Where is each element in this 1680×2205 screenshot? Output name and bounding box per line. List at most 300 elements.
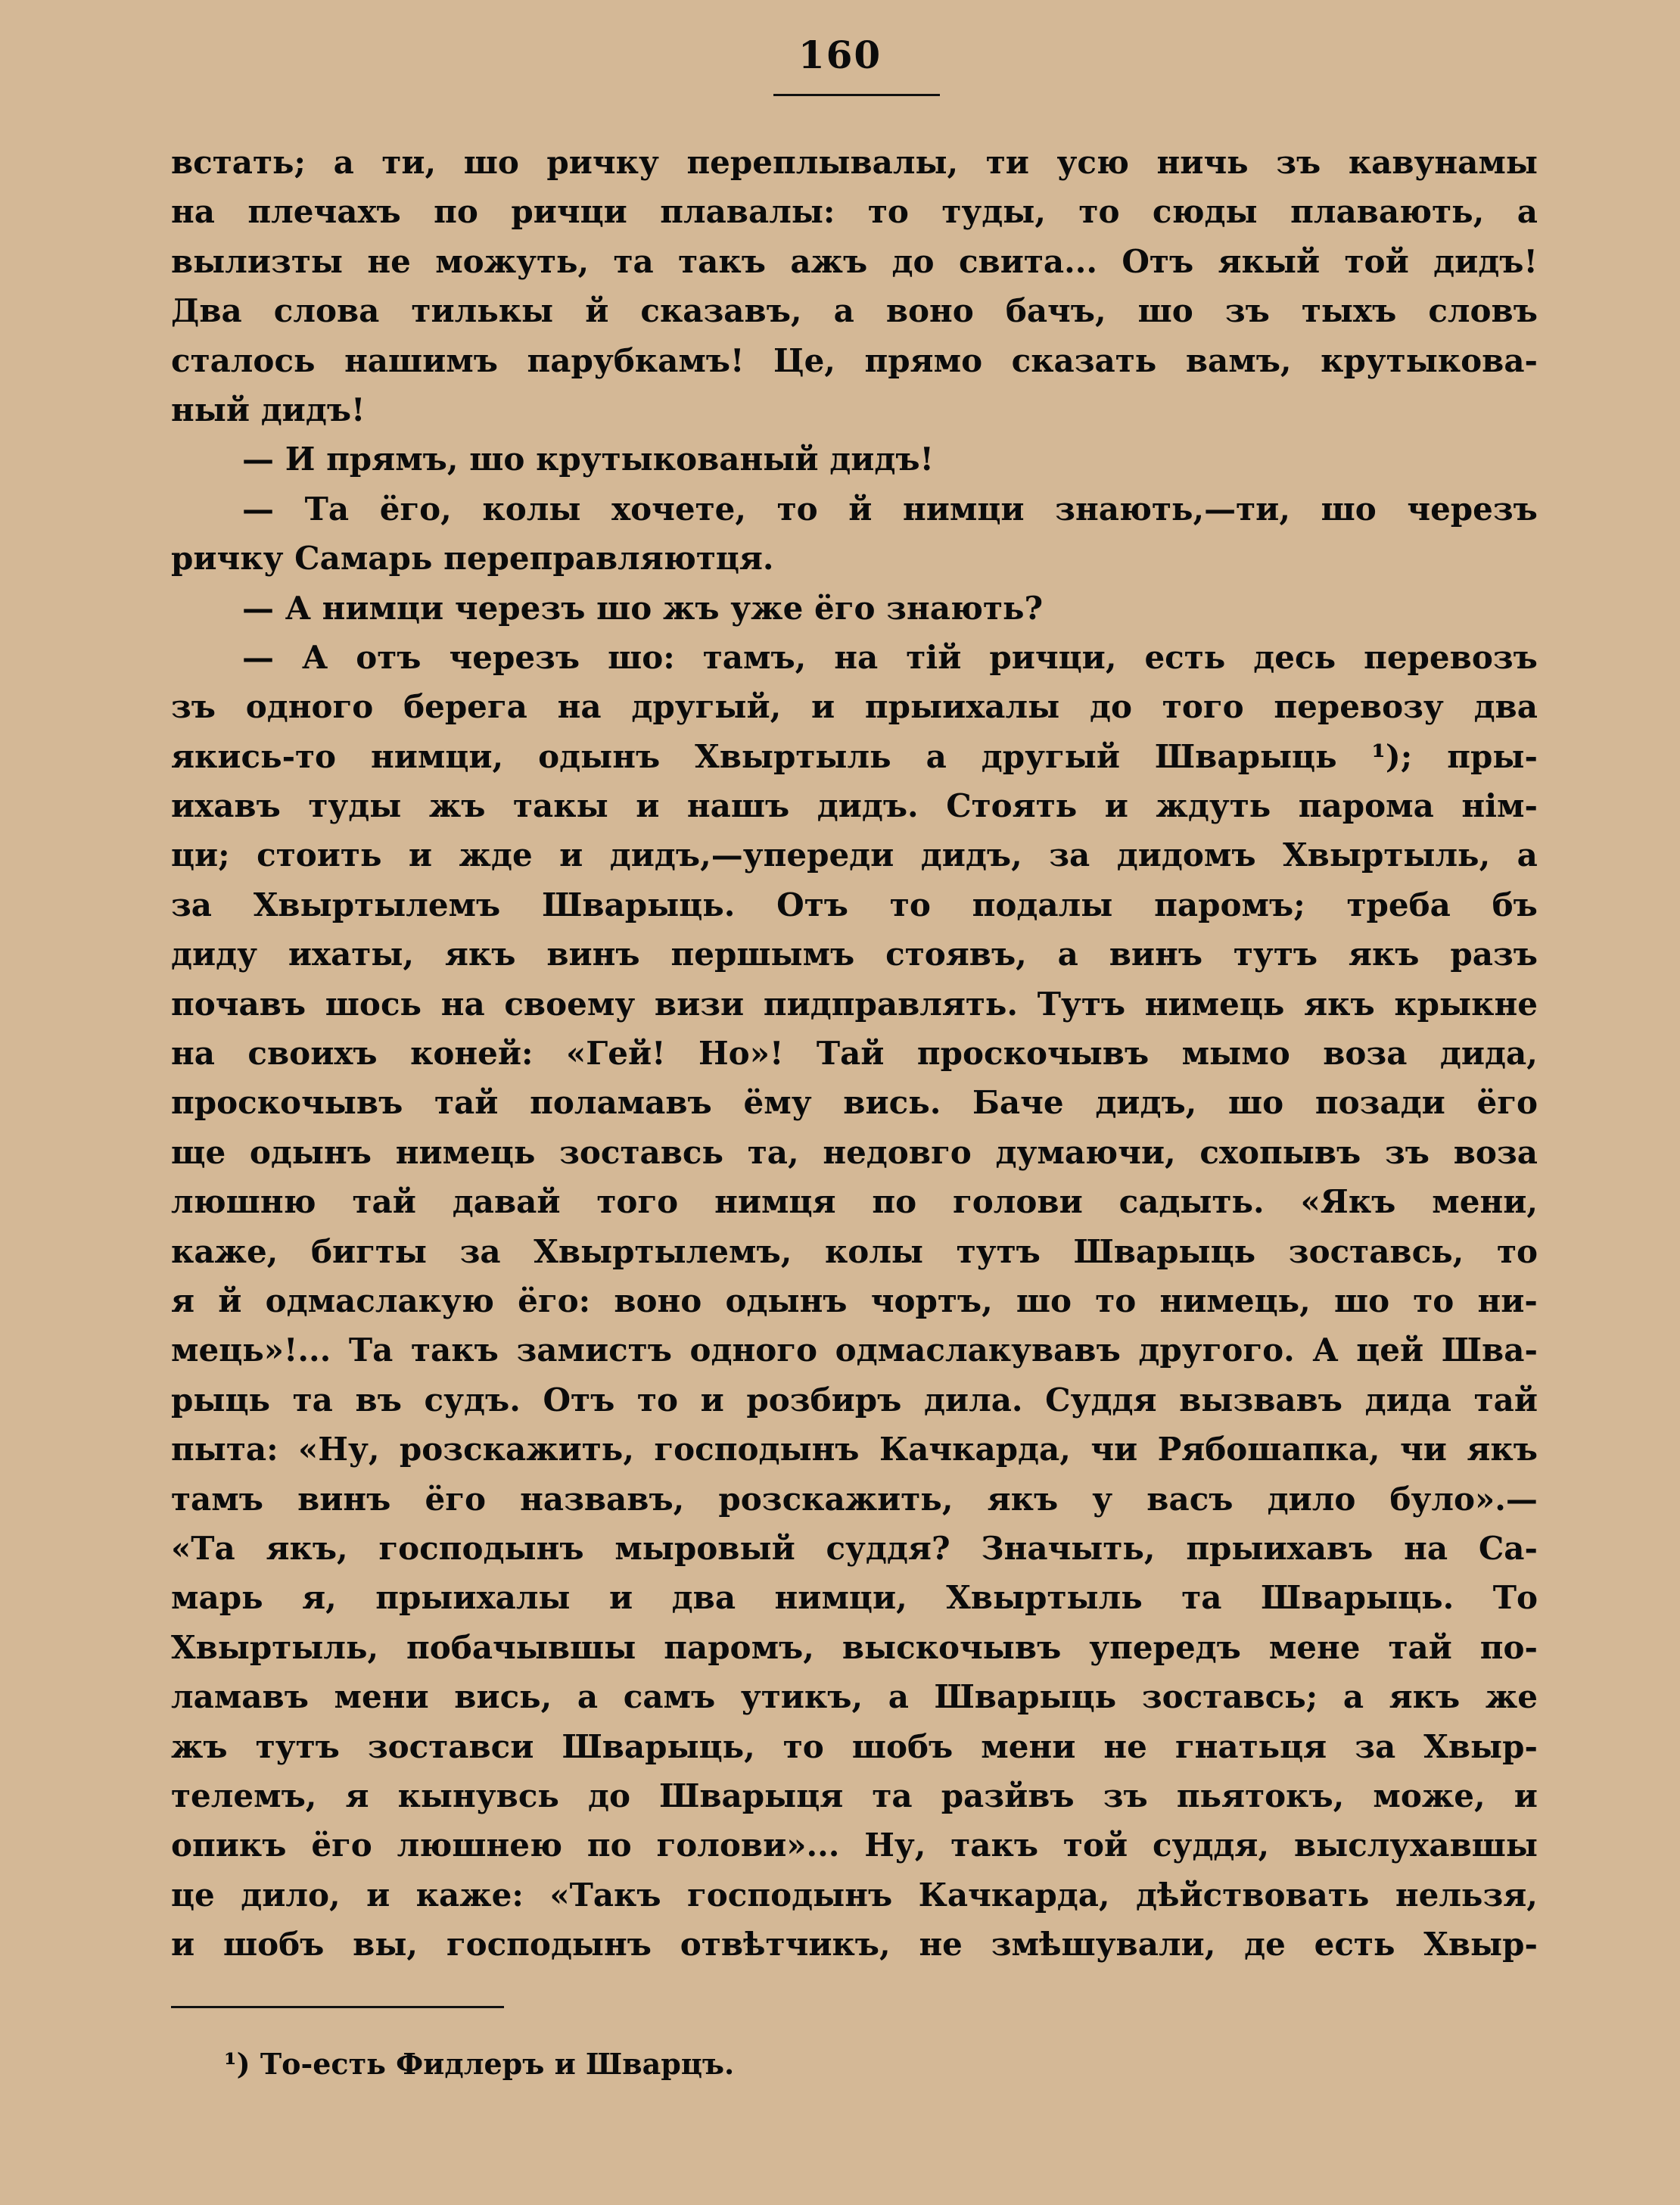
text-line [171,1820,1538,1870]
word: и [810,688,835,726]
word: тутъ [255,1727,340,1765]
text-line [171,138,1538,187]
word: поламавъ [530,1084,712,1122]
word: тутъ [956,1232,1041,1270]
word: ихаты, [288,936,415,973]
word: бигты [310,1232,427,1270]
word: уже [730,589,804,627]
word: ёго, [379,490,452,528]
word: «Ну, [298,1431,380,1468]
word: Баче [972,1084,1064,1122]
word: дидъ, [920,836,1022,874]
word: шо [1228,1084,1284,1122]
word: Та [348,1331,394,1369]
word: упередъ [1089,1628,1241,1666]
word: переправляютця. [443,540,774,578]
word: судъ. [424,1381,521,1419]
word: вылизты [171,242,343,280]
header-rule [773,94,940,96]
word: Хвыртылемъ, [534,1232,792,1270]
word: одынъ [725,1282,848,1319]
word: и [559,836,583,874]
word: Хвыртылемъ [253,886,501,923]
text-line [171,880,1538,930]
word: й [848,490,873,528]
word: вись, [454,1678,552,1716]
word: дидъ! [260,391,366,428]
text-line [171,781,1538,830]
word: я [171,1282,195,1319]
word: по [434,193,478,231]
word: парубкамъ! [527,341,745,379]
footnote-rule [171,2006,504,2008]
text-line [171,286,1538,335]
word: одмаслакую [265,1282,494,1319]
text-line [171,1524,1538,1573]
word: а [577,1678,599,1716]
word: Тай [816,1035,885,1073]
word: коней: [410,1035,534,1073]
word: то [1095,1282,1137,1319]
word: разъ [1450,936,1538,973]
word: винъ [1109,936,1203,973]
word: «Гей! [565,1035,666,1073]
word: черезъ [1407,490,1538,528]
word: позади [1314,1084,1445,1122]
word: вамъ, [1185,341,1292,379]
word: за [1355,1727,1396,1765]
word: черезъ [449,638,580,676]
word: сказавъ, [640,292,802,330]
text-line [171,1425,1538,1474]
text-line [171,336,1538,385]
text-line [171,682,1538,731]
word: дѣйствовать [1136,1876,1370,1914]
word: своему [504,985,636,1023]
word: и [408,836,433,874]
word: Шварыць. [542,886,736,923]
page-number: 160 [798,33,882,77]
word: Ну, [864,1827,926,1864]
word: прыихавъ [1186,1529,1374,1567]
word: садыть. [1118,1183,1265,1221]
word: То [1492,1579,1538,1617]
word: нимця [714,1183,836,1221]
word: Хвыртыль, [1283,836,1491,874]
word: вы, [353,1926,418,1964]
footnote-marker: ¹) [224,2047,250,2081]
word: бачъ, [1005,292,1106,330]
word: А [302,638,328,676]
word: дидомъ [1116,836,1256,874]
word: жъ [428,787,486,825]
word: выскочывъ [842,1628,1062,1666]
word: шо: [608,638,675,676]
word: шо [469,441,525,478]
word: якъ, [266,1529,348,1567]
word: мени [981,1727,1076,1765]
word: тутъ [1233,936,1318,973]
word: то [1078,193,1120,231]
word: каже, [171,1232,278,1270]
word: шо [596,589,652,627]
word: того [1162,688,1244,726]
word: другого. [1138,1331,1295,1369]
word: тій [906,638,962,676]
word: а [888,1678,909,1716]
word: жъ [662,589,720,627]
word: на [171,1035,215,1073]
word: Шварыць. [1260,1579,1454,1617]
word: зоставсь [559,1133,723,1171]
word: — [242,589,274,627]
word: думаючи, [995,1133,1176,1171]
word: ёго [311,1827,372,1864]
word: такъ [678,242,766,280]
word: до [588,1777,631,1814]
word: воза [1323,1035,1408,1073]
word: визи [654,985,745,1023]
word: Тутъ [1037,985,1126,1023]
word: чортъ, [870,1282,993,1319]
word: ци; [171,836,230,874]
word: до [1090,688,1133,726]
word: на [834,638,879,676]
word: Самарь [294,540,433,578]
word: одынъ [249,1133,372,1171]
word: тилькы [411,292,554,330]
word: телемъ, [171,1777,317,1814]
word: колы [824,1232,924,1270]
word: якъ [1389,1678,1461,1716]
word: цей [1356,1331,1424,1369]
word: А [1312,1331,1339,1369]
word: знають,—ти, [1055,490,1290,528]
word: зоставсь; [1141,1678,1318,1716]
text-line [171,1128,1538,1177]
text-line [171,732,1538,781]
word: васъ [1146,1480,1234,1518]
word: бъ [1492,886,1538,923]
word: каже: [415,1876,524,1914]
word: я, [302,1579,337,1617]
word: по- [1479,1628,1538,1666]
word: туды, [941,193,1046,231]
word: тыхъ [1301,292,1397,330]
word: зъ [1384,1133,1430,1171]
word: Отъ [543,1381,615,1419]
word: Хвыртыль [946,1579,1143,1617]
word: такы [513,787,608,825]
word: Но»! [698,1035,784,1073]
word: якъ [1304,985,1375,1023]
word: по [872,1183,917,1221]
word: почавъ [171,985,306,1023]
word: другый, [631,688,782,726]
word: тай [1473,1381,1538,1419]
word: тамъ, [702,638,807,676]
word: то [1413,1282,1454,1319]
word: отвѣтчикъ, [680,1926,891,1964]
word: винъ [546,936,640,973]
text-line [171,830,1538,880]
word: шо [1321,490,1377,528]
word: ти [985,144,1029,181]
word: мени [334,1678,429,1716]
word: суддя, [1152,1827,1270,1864]
word: чи [1090,1431,1138,1468]
word: нашимъ [344,341,499,379]
word: дида, [1439,1035,1538,1073]
word: не [919,1926,963,1964]
word: проскочывъ [916,1035,1150,1073]
word: «Та [171,1529,235,1567]
text-line [171,1722,1538,1771]
word: шо [1137,292,1193,330]
text-line [171,534,1538,583]
word: а [833,292,854,330]
word: нім- [1461,787,1538,825]
word: плавають, [1290,193,1485,231]
word: пры- [1447,737,1538,775]
word: прыихалы [864,688,1060,726]
word: подалы [972,886,1113,923]
word: а [926,737,947,775]
word: нимци [322,589,444,627]
word: два [671,1579,736,1617]
word: той [1344,242,1409,280]
word: той [1062,1827,1128,1864]
word: тай [434,1084,499,1122]
word: на [1404,1529,1448,1567]
word: черезъ [454,589,586,627]
word: та [872,1777,913,1814]
word: дило, [241,1876,341,1914]
word: рыць [171,1381,271,1419]
word: Хвыртыль, [171,1628,379,1666]
word: и [636,787,660,825]
word: крыкне [1394,985,1538,1023]
word: Шва- [1441,1331,1538,1369]
word: може, [1373,1777,1486,1814]
word: мыровый [614,1529,795,1567]
word: кынувсь [397,1777,559,1814]
word: господынъ [654,1431,860,1468]
word: якъ [1348,936,1420,973]
word: вись. [843,1084,941,1122]
word: то [776,490,818,528]
word: Стоять [946,787,1078,825]
word: встать; [171,144,306,181]
word: и [609,1579,633,1617]
word: Значыть, [981,1529,1156,1567]
word: винъ [297,1480,391,1518]
text-line [171,1276,1538,1325]
word: недовго [823,1133,972,1171]
word: — [242,490,274,528]
word: мымо [1181,1035,1290,1073]
word: якый [1218,242,1321,280]
word: стоявъ, [885,936,1027,973]
word: марь [171,1579,263,1617]
text-line [171,1227,1538,1276]
word: Шварыця [659,1777,844,1814]
word: Шварыць [1154,737,1337,775]
word: — [242,441,274,478]
word: за [459,1232,501,1270]
word: крутыкованый [536,441,819,478]
word: такъ [950,1827,1039,1864]
word: нимци, [371,737,504,775]
word: а [1517,836,1538,874]
word: усю [1056,144,1129,181]
word: можуть, [435,242,590,280]
word: опикъ [171,1827,287,1864]
word: якъ [444,936,516,973]
word: «Якъ [1300,1183,1396,1221]
word: мени, [1432,1183,1538,1221]
word: въ [355,1381,402,1419]
word: сталось [171,341,316,379]
word: ни- [1477,1282,1538,1319]
text-line [171,1078,1538,1127]
word: де [1244,1926,1286,1964]
word: треба [1346,886,1451,923]
word: якъ [1467,1431,1538,1468]
word: зъ [171,688,216,726]
word: Хвыр- [1423,1926,1538,1964]
word: дидъ, [1095,1084,1197,1122]
word: прямъ, [326,441,459,478]
word: у [1092,1480,1113,1518]
word: дидъ. [817,787,919,825]
word: слова [273,292,380,330]
word: словъ [1428,292,1538,330]
text-line [171,1325,1538,1375]
word: ще [171,1133,226,1171]
word: на [557,688,602,726]
word: Отъ [776,886,848,923]
word: зъ [1103,1777,1148,1814]
word: отъ [356,638,422,676]
word: есть [1144,638,1226,676]
word: суддя? [826,1529,950,1567]
word: якъ [987,1480,1059,1518]
word: нимци, [774,1579,907,1617]
word: ричци [511,193,627,231]
word: паромъ, [664,1628,814,1666]
word: Два [171,292,242,330]
text-line [171,237,1538,286]
word: самъ [623,1678,716,1716]
word: не [1103,1727,1147,1765]
word: ный [171,391,250,428]
word: и [1514,1777,1538,1814]
word: а [1057,936,1078,973]
word: замистъ [516,1331,672,1369]
word: тай [1388,1628,1452,1666]
text-line [171,1870,1538,1920]
word: дидъ,—упереди [609,836,894,874]
word: це [171,1876,215,1914]
word: и [366,1876,390,1914]
word: ёго [1476,1084,1538,1122]
word: тай [352,1183,416,1221]
word: якись-то [171,737,337,775]
word: а [333,144,354,181]
word: Хвыртыль [695,737,891,775]
word: давай [452,1183,561,1221]
word: такъ [411,1331,499,1369]
word: а [1342,1678,1364,1716]
word: одмаслакувавъ [835,1331,1121,1369]
word: Рябошапка, [1157,1431,1380,1468]
word: побачывшы [406,1628,636,1666]
word: два [1473,688,1538,726]
word: люшню [171,1183,316,1221]
word: туды [308,787,402,825]
word: першымъ [670,936,855,973]
word: нимець [395,1133,536,1171]
word: одынъ [538,737,661,775]
word: схопывъ [1199,1133,1361,1171]
word: плечахъ [247,193,401,231]
word: розскажить, [718,1480,954,1518]
word: же [1485,1678,1538,1716]
text-line [171,1623,1538,1672]
word: й [218,1282,242,1319]
word: за [171,886,213,923]
text-line [171,1475,1538,1524]
word: пидправлять. [763,985,1019,1023]
word: Хвыр- [1423,1727,1538,1765]
word: а [1517,193,1538,231]
word: хочете, [611,490,746,528]
word: Шварыць [1073,1232,1256,1270]
word: Качкарда, [879,1431,1071,1468]
word: дидъ! [829,441,934,478]
word: прямо [864,341,983,379]
word: дило [1267,1480,1356,1518]
word: ихавъ [171,787,281,825]
word: мене [1268,1628,1361,1666]
word: та [1181,1579,1222,1617]
word: нимци [903,490,1025,528]
word: нельзя, [1395,1876,1538,1914]
word: зъ [1224,292,1270,330]
text-line [171,1771,1538,1820]
word: то [867,193,909,231]
word: на [440,985,485,1023]
word: шо [1016,1282,1072,1319]
word: шо [463,144,519,181]
word: ажъ [790,242,868,280]
word: жде [459,836,533,874]
word: ричку [546,144,659,181]
word: не [367,242,411,280]
word: ёго: [518,1282,591,1319]
word: кавунамы [1348,144,1538,181]
word: зоставсь, [1288,1232,1464,1270]
word: та, [747,1133,799,1171]
word: знають? [886,589,1044,627]
word: берега [403,688,527,726]
word: нимець, [1159,1282,1311,1319]
footnote-text: То-есть Фидлеръ и Шварцъ. [260,2047,735,2081]
word: ничь [1156,144,1249,181]
word: ёго [425,1480,486,1518]
word: воно [885,292,974,330]
